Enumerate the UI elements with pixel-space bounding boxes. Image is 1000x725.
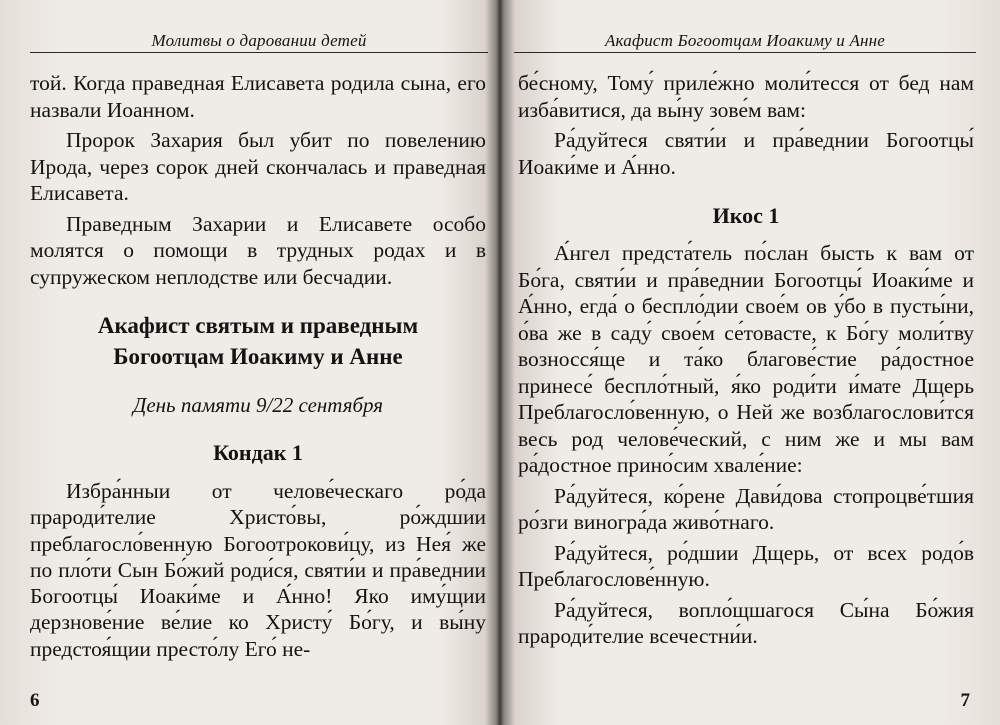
- kontak-body: [30, 478, 486, 666]
- akathist-title-line: Богоотцам Иоакиму и Анне: [113, 344, 403, 369]
- akathist-title-line: Акафист святым и праведным: [97, 313, 419, 338]
- rejoice-paragraph: Ра́дуйтеся, вопло́щшагося Сы́на Бо́жия прароди́телие всечестни́и.: [518, 597, 974, 648]
- kontak-title: Кондак 1: [213, 440, 303, 465]
- ikos-body: [518, 240, 974, 654]
- right-page: [502, 0, 1000, 725]
- intro-paragraph: Праведным Захарии и Елисавете особо молятся о помощи в трудных родах и в супружеском неплодстве или бесчадии.: [30, 211, 486, 289]
- kontak-paragraph: Избра́нныи от челове́ческаго ро́да прароди́телие Христо́вы, ро́ждшии преблагосло́венную Богоотрокови́цу, из Нея́ же по пло́ти Сын Бо́жий роди́ся, святи́и и пра́веднии Богоотцы́ Иоаки́ме и А́нно! Яко иму́щии дерзнове́ние ве́лие ко Христу́ Бо́гу, и вы́ну предстоя́щии престо́лу Его́ не-: [30, 479, 486, 661]
- intro-paragraph: той. Когда праведная Елисавета родила сына, его назвали Иоанном.: [30, 71, 486, 122]
- rejoice-paragraph: Ра́дуйтеся, ко́рене Дави́дова стопроцве́тшия ро́зги виногра́да живо́тнаго.: [518, 483, 974, 534]
- right-opening-text: [518, 70, 974, 184]
- feast-day: День памяти 9/22 сентября: [132, 393, 384, 417]
- ikos-title: Икос 1: [712, 203, 780, 228]
- left-page-number: 6: [30, 690, 40, 711]
- intro-paragraph: Пророк Захария был убит по повелению Ирода, через сорок дней скончалась и праведная Елисавета.: [30, 128, 486, 205]
- rejoice-paragraph: Ра́дуйтеся, ро́дшии Дщерь, от всех родо́в Преблагослове́нную.: [518, 540, 974, 591]
- left-page: [0, 0, 498, 725]
- ikos-paragraph: А́нгел предста́тель по́слан бысть к вам от Бо́га, святи́и и пра́веднии Богоотцы́ Иоаки́ме и А́нно, егда́ о беспло́дии свое́м ов у́бо в пусты́ни, о́ва же в саду́ свое́м се́товасте, к Бо́гу моли́тву возносся́ще и та́ко благове́стие ра́достное принесе́ беспло́тный, я́ко роди́ти и́мате Дщерь Преблагосло́венную, о Ней же возблагослови́тся весь род челове́ческий, с ним же и мы вам ра́достное прино́сим хвале́ние:: [518, 241, 974, 477]
- rejoice-paragraph: Ра́дуйтеся святи́и и пра́веднии Богоотцы́ Иоаки́ме и А́нно.: [518, 128, 974, 179]
- left-intro-text: [30, 70, 486, 294]
- right-page-header: Акафист Богоотцам Иоакиму и Анне: [514, 30, 976, 53]
- right-page-number: 7: [960, 690, 970, 711]
- akathist-title: [30, 310, 486, 372]
- left-page-header: Молитвы о даровании детей: [30, 30, 488, 53]
- continuation-paragraph: бе́сному, Тому́ приле́жно моли́тесся от бед нам изба́витися, да вы́ну зове́м вам:: [518, 71, 974, 122]
